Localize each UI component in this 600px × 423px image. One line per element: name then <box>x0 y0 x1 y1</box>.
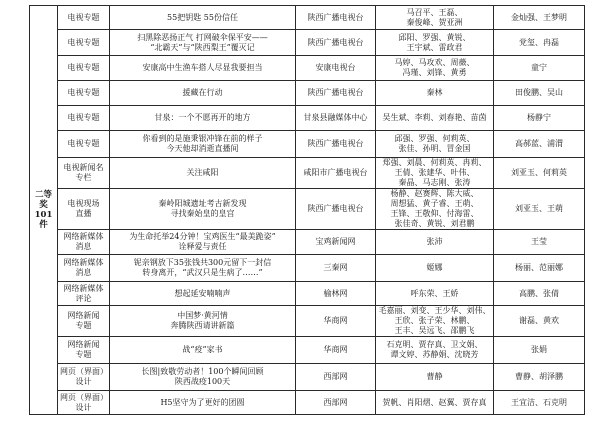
editors-line: 党玺、冉磊 <box>519 37 559 47</box>
work-title-line: 寻找秦始皇的皇宫 <box>170 209 235 218</box>
editors-line: 杨丽、范丽娜 <box>515 263 563 272</box>
work-title-cell <box>110 391 296 415</box>
editors-line: 刘亚玉、何莉英 <box>511 168 567 177</box>
work-title-line: 扫黑除恶扬正气 打网破伞保平安—— <box>137 32 268 42</box>
work-title-line: 诠释爱与责任 <box>178 242 227 251</box>
work-title-line: 55把钥匙 55份信任 <box>167 12 238 22</box>
category-line: 电视专题 <box>67 37 100 47</box>
table-row <box>30 56 585 81</box>
awards-table <box>29 5 585 415</box>
work-title-cell <box>110 282 296 306</box>
work-title-line: H5坚守为了更好的团圆 <box>160 397 245 407</box>
work-title-line: 秦岭阳城遗址考古新发现 <box>158 199 247 208</box>
authors-line: 王丰、吴远飞、邵鹏飞 <box>394 326 475 335</box>
publishing-unit-line: 咸阳市广播电视台 <box>303 168 368 177</box>
authors-line: 张佳、孙明、冒金国 <box>398 144 471 153</box>
editors-cell <box>494 255 585 282</box>
work-title-line: 关注咸阳 <box>186 168 219 177</box>
category-line: 专题 <box>75 350 92 359</box>
category-line: 消息 <box>75 268 92 277</box>
editors-line: 杨静宁 <box>527 113 551 122</box>
editors-line: 田俊鹏、吴山 <box>515 88 563 97</box>
work-title-cell <box>110 81 296 106</box>
publishing-unit-cell <box>296 391 376 415</box>
work-title-cell <box>110 364 296 391</box>
authors-cell <box>376 131 494 158</box>
category-cell <box>58 131 110 158</box>
table-row <box>30 391 585 415</box>
category-cell <box>58 30 110 56</box>
editors-cell <box>494 189 585 230</box>
work-title-line: 长图|致敬劳动者！100个瞬间回顾 <box>141 367 264 376</box>
table-row <box>30 306 585 337</box>
editors-cell <box>494 391 585 415</box>
table-row <box>30 81 585 106</box>
publishing-unit-line: 华商网 <box>323 345 348 354</box>
category-cell <box>58 81 110 106</box>
work-title-line: 转身离开，“武汉只是生病了……” <box>142 268 263 277</box>
editors-cell <box>494 81 585 106</box>
category-cell <box>58 255 110 282</box>
editors-line: 谢磊、黄欢 <box>519 316 559 325</box>
work-title-line: 铌亲钢放下35张钱共300元留下一封信 <box>133 258 272 267</box>
authors-line: 谭文婷、苏静娟、沈晓芳 <box>390 350 479 359</box>
authors-cell <box>376 364 494 391</box>
authors-line: 马召平、王磊、 <box>406 7 463 17</box>
work-title-line: 奔腾陕西请讲新篇 <box>170 321 235 330</box>
work-title-cell <box>110 255 296 282</box>
table-row <box>30 282 585 306</box>
category-line: 电视专题 <box>67 88 100 97</box>
authors-line: 冯瑾、刘锋、黄勇 <box>402 68 467 77</box>
category-line: 电视专题 <box>67 63 100 72</box>
work-title-line: 甘泉：一个不愿再开的地方 <box>154 113 251 122</box>
authors-line: 邱阳、罗强、黄锐、 <box>398 32 471 42</box>
category-cell <box>58 306 110 337</box>
publishing-unit-cell <box>296 364 376 391</box>
editors-line: 童宁 <box>531 63 547 72</box>
editors-line: 金灿强、王梦明 <box>511 12 567 22</box>
publishing-unit-cell <box>296 56 376 81</box>
authors-cell <box>376 282 494 306</box>
authors-line: 王宇斌、雷政君 <box>406 42 463 52</box>
publishing-unit-line: 榆林网 <box>323 288 348 298</box>
publishing-unit-line: 三秦网 <box>323 263 348 272</box>
authors-cell <box>376 106 494 131</box>
category-cell <box>58 106 110 131</box>
editors-cell <box>494 6 585 30</box>
editors-cell <box>494 230 585 255</box>
authors-line: 王欣、张子荣、林鹏、 <box>394 316 475 325</box>
authors-cell <box>376 189 494 230</box>
editors-line: 刘亚玉、王萌 <box>515 204 563 213</box>
work-title-line: 战“疫”家书 <box>182 345 223 354</box>
publishing-unit-cell <box>296 6 376 30</box>
editors-cell <box>494 56 585 81</box>
category-cell <box>58 391 110 415</box>
work-title-cell <box>110 6 296 30</box>
table-row <box>30 106 585 131</box>
editors-line: 高鹏、张倩 <box>519 288 559 298</box>
authors-line: 周想猛、黄子睿、王萌、 <box>390 199 479 208</box>
authors-line: 张佳奇、黄锐、刘君鹏 <box>394 219 475 228</box>
category-line: 消息 <box>75 242 92 251</box>
publishing-unit-line: 陕西广播电视台 <box>307 12 364 22</box>
table-row <box>30 255 585 282</box>
category-line: 专栏 <box>75 173 92 182</box>
publishing-unit-line: 陕西广播电视台 <box>307 37 364 47</box>
work-title-cell <box>110 230 296 255</box>
publishing-unit-cell <box>296 30 376 56</box>
authors-line: 秦林 <box>426 88 443 97</box>
authors-line: 吴生斌、李莉、刘春艳、苗茵 <box>382 113 487 122</box>
publishing-unit-line: 陕西广播电视台 <box>307 139 364 148</box>
authors-cell <box>376 391 494 415</box>
work-title-line: 想起延安喃喃声 <box>174 288 231 298</box>
category-line: 网络新媒体 <box>63 258 104 267</box>
publishing-unit-line: 宝鸡新闻网 <box>315 237 356 246</box>
authors-cell <box>376 337 494 364</box>
work-title-line: 安康高中生渔车搭人尽显我要担当 <box>142 63 263 72</box>
publishing-unit-line: 西部网 <box>323 397 348 407</box>
editors-cell <box>494 106 585 131</box>
authors-line: 曹静 <box>426 372 443 381</box>
authors-cell <box>376 81 494 106</box>
editors-cell <box>494 30 585 56</box>
authors-cell <box>376 306 494 337</box>
work-title-cell <box>110 189 296 230</box>
publishing-unit-line: 西部网 <box>323 372 348 381</box>
authors-cell <box>376 6 494 30</box>
authors-cell <box>376 230 494 255</box>
awards-table-body <box>30 6 585 415</box>
table-row <box>30 6 585 30</box>
category-line: 电视专题 <box>67 113 100 122</box>
editors-line: 王宜洁、石克明 <box>511 397 567 407</box>
category-line: 直播 <box>75 209 92 218</box>
category-line: 电视专题 <box>67 139 100 148</box>
authors-cell <box>376 158 494 189</box>
publishing-unit-line: 华商网 <box>323 316 348 325</box>
category-cell <box>58 158 110 189</box>
table-row <box>30 131 585 158</box>
publishing-unit-cell <box>296 81 376 106</box>
category-cell <box>58 6 110 30</box>
table-row <box>30 189 585 230</box>
authors-line: 杨静、赵赛辉、陈大威、 <box>390 189 479 198</box>
publishing-unit-cell <box>296 337 376 364</box>
category-line: 专题 <box>75 321 92 330</box>
category-cell <box>58 282 110 306</box>
category-line: 网络新闻 <box>67 311 100 320</box>
publishing-unit-line: 甘泉县融媒体中心 <box>303 113 368 122</box>
editors-line: 张娟 <box>531 345 547 354</box>
work-title-line: “北霸天”与“陕西梨王”覆灭记 <box>150 42 255 52</box>
category-line: 评论 <box>75 293 92 303</box>
publishing-unit-cell <box>296 131 376 158</box>
award-grade-cell <box>30 6 58 415</box>
category-line: 电视新闻名 <box>63 163 104 172</box>
publishing-unit-line: 陕西广播电视台 <box>307 88 364 97</box>
authors-line: 邱强、罗强、何莉英、 <box>394 134 475 143</box>
editors-cell <box>494 158 585 189</box>
category-line: 设计 <box>75 402 92 412</box>
table-row <box>30 30 585 56</box>
publishing-unit-cell <box>296 158 376 189</box>
category-line: 网页（界面） <box>60 392 108 402</box>
work-title-line: 今天他却消逝直播间 <box>166 144 239 153</box>
publishing-unit-cell <box>296 306 376 337</box>
category-line: 网页（界面） <box>60 367 108 376</box>
table-row <box>30 364 585 391</box>
authors-line: 秦俊峰、贺亚洲 <box>406 17 463 27</box>
authors-cell <box>376 255 494 282</box>
publishing-unit-cell <box>296 282 376 306</box>
work-title-cell <box>110 106 296 131</box>
work-title-cell <box>110 131 296 158</box>
authors-cell <box>376 56 494 81</box>
table-row <box>30 158 585 189</box>
authors-line: 张沛 <box>426 237 443 246</box>
authors-cell <box>376 30 494 56</box>
editors-cell <box>494 282 585 306</box>
work-title-line: 中国梦·黄河情 <box>177 311 228 320</box>
work-title-cell <box>110 158 296 189</box>
category-cell <box>58 189 110 230</box>
authors-line: 王锋、王敬仰、付海雷、 <box>390 209 479 218</box>
category-line: 网络新媒体 <box>63 283 104 293</box>
work-title-cell <box>110 56 296 81</box>
work-title-cell <box>110 30 296 56</box>
publishing-unit-line: 安康电视台 <box>315 63 356 72</box>
table-row <box>30 337 585 364</box>
authors-line: 毛嘉丽、刘变、王少华、刘伟、 <box>378 306 491 315</box>
publishing-unit-cell <box>296 255 376 282</box>
authors-line: 石克明、贾存真、卫文娟、 <box>386 340 483 349</box>
editors-cell <box>494 364 585 391</box>
authors-line: 王倩、张建华、叶伟、 <box>394 168 475 177</box>
work-title-cell <box>110 306 296 337</box>
authors-line: 马婷、马攻欢、周薇、 <box>394 58 475 67</box>
work-title-line: 陕西战疫100天 <box>174 377 231 386</box>
category-cell <box>58 337 110 364</box>
authors-line: 郑强、刘晨、何莉英、冉莉、 <box>382 158 487 167</box>
editors-cell <box>494 131 585 158</box>
table-row <box>30 230 585 255</box>
editors-line: 曹静、胡泽鹏 <box>515 372 563 381</box>
authors-line: 呼东荣、王娇 <box>410 288 459 298</box>
category-line: 电视专题 <box>67 12 100 22</box>
award-count-label: 101件 <box>34 210 53 230</box>
category-line: 设计 <box>75 377 92 386</box>
work-title-line: 为生命托举24分钟！宝鸡医生“最美跪姿” <box>129 232 276 241</box>
editors-line: 高郝蓝、浦渭 <box>515 139 563 148</box>
work-title-line: 你看到的是施秉银冲锋在前的样子 <box>142 134 263 143</box>
authors-line: 贺帆、肖阳熠、赵翼、贾存真 <box>382 397 487 407</box>
category-line: 电视现场 <box>67 199 100 208</box>
award-grade-label: 二等奖 <box>34 190 52 210</box>
work-title-cell <box>110 337 296 364</box>
authors-line: 秦晶、马志刚、张涛 <box>398 178 471 187</box>
work-title-line: 援藏在行动 <box>182 88 223 97</box>
category-cell <box>58 56 110 81</box>
editors-cell <box>494 306 585 337</box>
category-cell <box>58 364 110 391</box>
publishing-unit-cell <box>296 230 376 255</box>
authors-line: 姬娜 <box>426 263 443 272</box>
publishing-unit-line: 陕西广播电视台 <box>307 204 364 213</box>
publishing-unit-cell <box>296 189 376 230</box>
editors-cell <box>494 337 585 364</box>
category-line: 网络新闻 <box>67 340 100 349</box>
category-line: 网络新媒体 <box>63 232 104 241</box>
publishing-unit-cell <box>296 106 376 131</box>
editors-line: 王莹 <box>531 237 547 246</box>
category-cell <box>58 230 110 255</box>
